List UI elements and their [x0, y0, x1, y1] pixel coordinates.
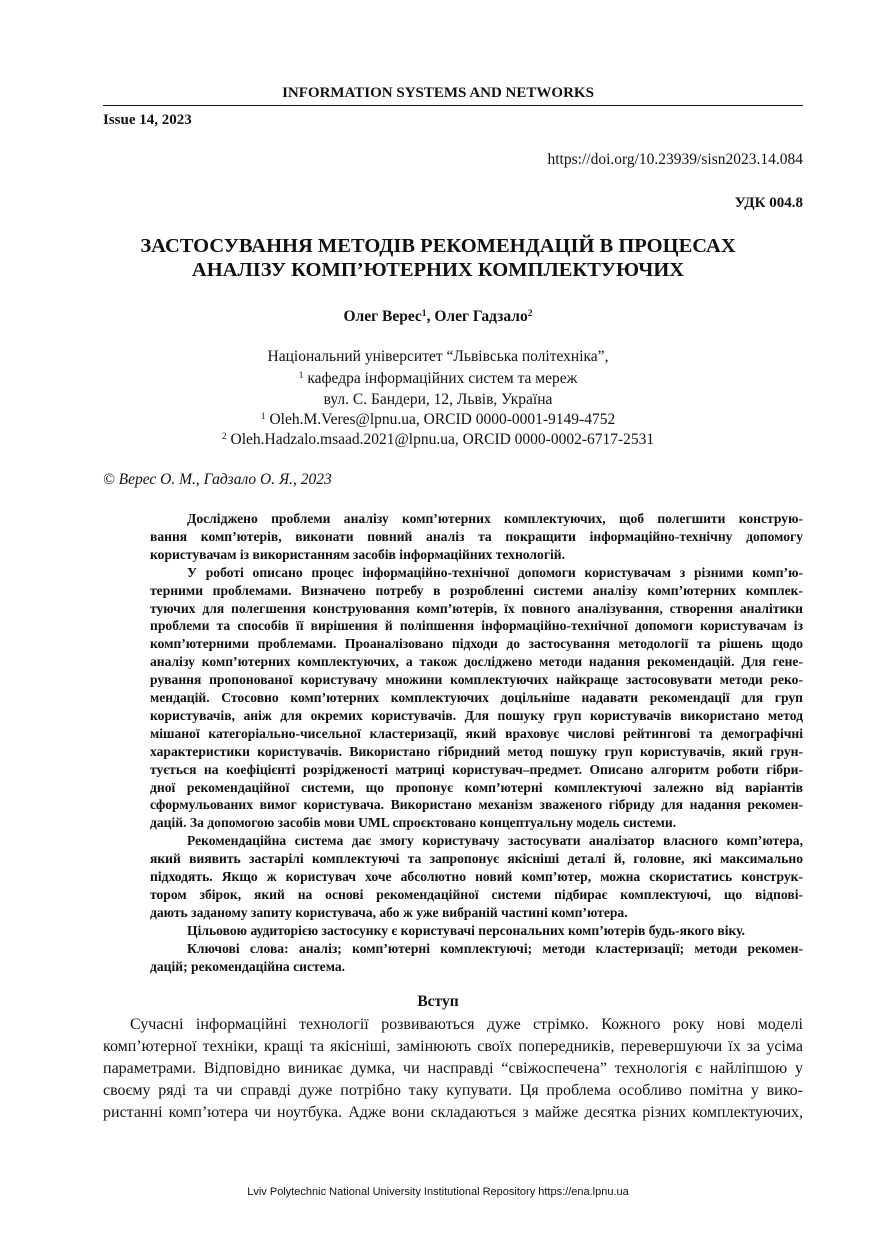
- abstract-line: сформульованих вимог користувача. Використано механізм зваженого гібриду для надання рекомен-: [150, 797, 803, 813]
- abstract-line: тується на коефіцієнті розрідженості матриці користувач–предмет. Описано алгоритм роботи гібри-: [150, 761, 803, 777]
- abstract-line: дацій. За допомогою засобів мови UML спроєктовано концептуальну модель системи.: [150, 815, 677, 831]
- authors: [0, 308, 876, 326]
- contact-text[interactable]: Oleh.M.Veres@lpnu.ua, ORCID 0000-0001-9149-4752: [265, 411, 616, 428]
- abstract-line: дацій; рекомендаційна система.: [150, 958, 346, 974]
- article-title-line-2: АНАЛІЗУ КОМП’ЮТЕРНИХ КОМПЛЕКТУЮЧИХ: [191, 259, 685, 281]
- journal-name: INFORMATION SYSTEMS AND NETWORKS: [282, 85, 594, 101]
- affiliation-address: вул. С. Бандери, 12, Львів, Україна: [323, 391, 553, 408]
- author-affiliation-mark: 1: [421, 308, 427, 320]
- author-separator: ,: [426, 308, 435, 325]
- abstract-line: рування пропонованої користувачу множини комплектуючих найкраще застосовувати методи реко-: [150, 672, 803, 688]
- copyright: © Верес О. М., Гадзало О. Я., 2023: [103, 471, 332, 488]
- abstract-line: підходять. Якщо ж користувач хоче абсолютно новий комп’ютер, можна скористатись конструк-: [150, 869, 803, 884]
- affiliation-mark: 2: [221, 431, 227, 443]
- abstract-line: Рекомендаційна система дає змогу користувачу застосувати аналізатор власного комп’ютера,: [187, 833, 803, 849]
- doi-link[interactable]: https://doi.org/10.23939/sisn2023.14.084: [547, 151, 803, 168]
- abstract-line: дної рекомендаційної системи, що пропонує комп’ютерні комплектуючі залежно від варіантів: [150, 779, 803, 795]
- contact-author-2: [0, 431, 876, 449]
- intro-line: комп’ютерної техніки, кращі та якісніші, замінюють своїх попередників, перевершуючи їх за усіма: [103, 1038, 803, 1055]
- intro-line: своєму ряді та чи справді дуже потрібно таку купувати. Ця проблема особливо помітна у вико-: [103, 1082, 803, 1099]
- article-title-line-1: ЗАСТОСУВАННЯ МЕТОДІВ РЕКОМЕНДАЦІЙ В ПРОЦЕСАХ: [140, 235, 736, 257]
- abstract-line: дають заданому запиту користувача, або ж уже вибраній частині комп’ютера.: [150, 904, 628, 920]
- author-name: Олег Верес: [343, 308, 422, 325]
- author-name: Олег Гадзало: [434, 308, 528, 325]
- abstract-line: Цільовою аудиторією застосунку є користувачі персональних комп’ютерів будь-якого віку.: [187, 922, 746, 938]
- abstract-line: який виявить застарілі комплектуючі та запропонує якісніші деталі й, головне, які максимально: [150, 851, 803, 867]
- contact-text[interactable]: Oleh.Hadzalo.msaad.2021@lpnu.ua, ORCID 0000-0002-6717-2531: [226, 431, 655, 448]
- intro-line: Сучасні інформаційні технології розвиваються дуже стрімко. Кожного року нові моделі: [130, 1016, 803, 1033]
- abstract-line: тором збірок, який на основі рекомендаційної системи підбирає комплектуючі, що відпові-: [150, 886, 803, 902]
- affiliation-university: Національний університет “Львівська політехніка”,: [267, 348, 609, 365]
- abstract-line: терними проблемами. Визначено потребу в розробленні системи аналізу комп’ютерних комплек-: [150, 582, 803, 598]
- issue-label: Issue 14, 2023: [103, 112, 192, 128]
- abstract-line: характеристики користувачів. Використано гібридний метод пошуку груп користувачів, який грун-: [150, 743, 803, 759]
- abstract-line: У роботі описано процес інформаційно-технічної допомоги користувачам з різними комп’ю-: [187, 564, 803, 580]
- header-rule: [103, 105, 803, 106]
- abstract-line: проблеми та способів її вирішення й поліпшення інформаційно-технічної допомоги користувачам із: [150, 618, 803, 634]
- abstract-line: туючих для полегшення конструювання комп’ютерів, їх повного аналізування, створення аналітики: [150, 600, 803, 616]
- abstract-line: мішаної категоріально-чисельної кластеризації, який враховує числові рейтингові та демографічні: [150, 725, 803, 741]
- affiliation-mark: 1: [298, 370, 304, 382]
- abstract-line: комп’ютерними проблемами. Проаналізовано підходи до застосування методології та рішень щодо: [150, 636, 803, 652]
- abstract-line: Досліджено проблеми аналізу комп’ютерних комплектуючих, щоб полегшити конструю-: [187, 511, 803, 526]
- affiliation-department: [0, 370, 876, 388]
- repository-footer: Lviv Polytechnic National University Institutional Repository https://ena.lpnu.ua: [247, 1186, 629, 1198]
- contact-author-1: [0, 411, 876, 429]
- section-heading-intro: Вступ: [417, 993, 459, 1010]
- intro-line: параметрами. Відповідно виникає думка, чи насправді “свіжоспечена” технологія є найліпшою у: [103, 1060, 803, 1077]
- abstract-line: вання комп’ютерів, виконати повний аналіз та покращити інформаційно-технічну допомогу: [150, 528, 803, 544]
- author-affiliation-mark: 2: [527, 308, 533, 320]
- affiliation-mark: 1: [260, 411, 266, 423]
- udc-code: УДК 004.8: [734, 195, 803, 211]
- abstract-line: користувачів, аніж для окремих користувачів. Для пошуку груп користувачів використано метод: [150, 707, 803, 723]
- abstract-line: Ключові слова: аналіз; комп’ютерні комплектуючі; методи кластеризації; методи рекомен-: [187, 940, 803, 956]
- department-text: кафедра інформаційних систем та мереж: [303, 370, 578, 387]
- abstract-line: мендацій. Стосовно комп’ютерних комплектуючих доцільніше надавати рекомендації для груп: [150, 690, 803, 705]
- abstract-line: користувачам із використанням засобів інформаційних технологій.: [150, 546, 566, 562]
- intro-line: ристанні комп’ютера чи ноутбука. Адже вони складаються з майже десятка різних комплектуючих,: [103, 1104, 803, 1121]
- abstract-line: аналізу комп’ютерних комплектуючих, а також досліджено методи надання рекомендацій. Для гене-: [150, 654, 803, 670]
